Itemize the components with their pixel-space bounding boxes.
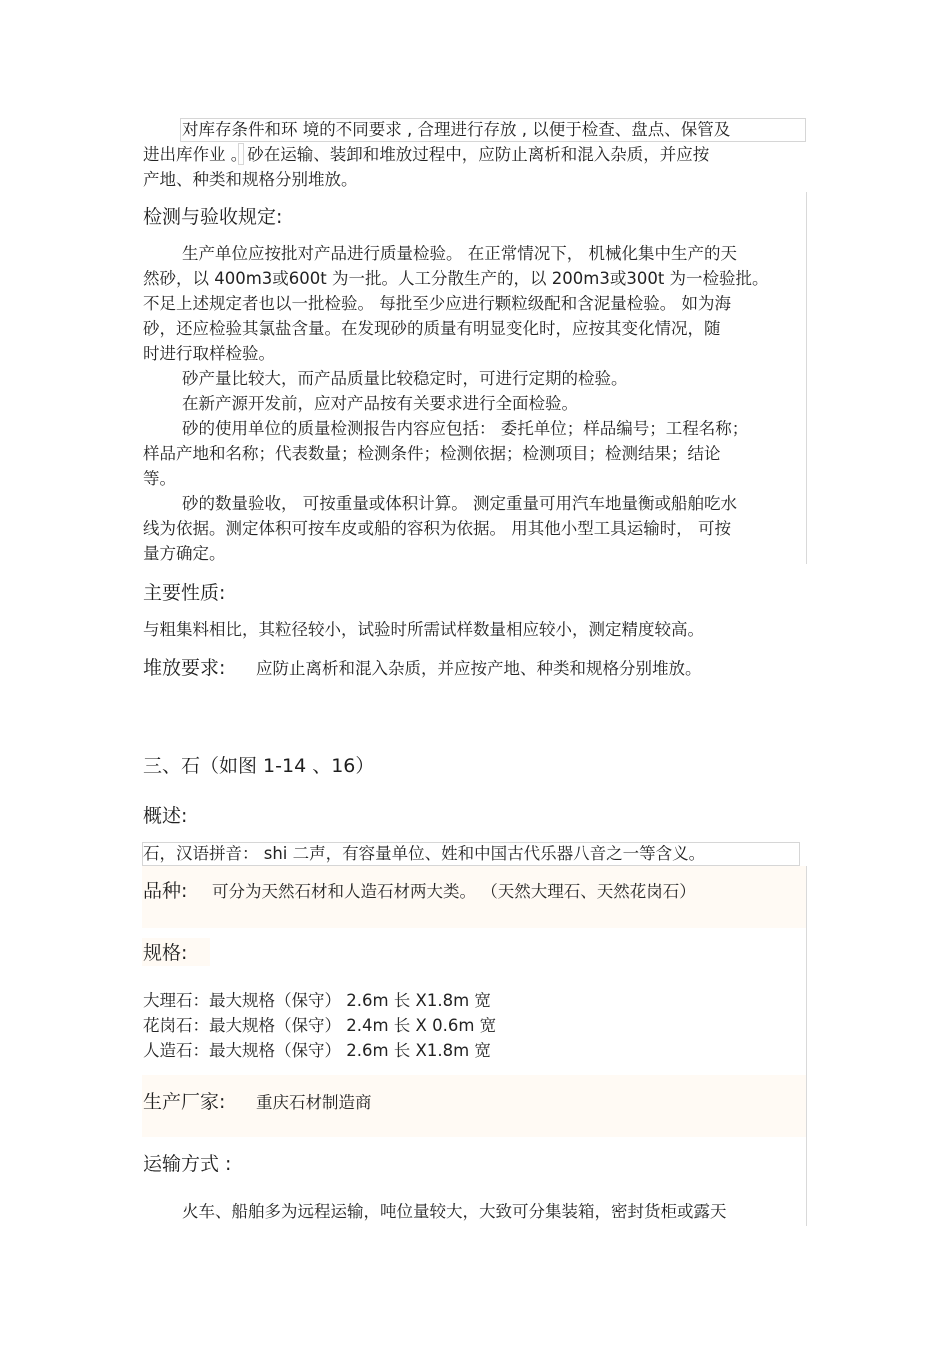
storage-line-3: 产地、种类和规格分别堆放。 <box>143 170 358 189</box>
stacking-label: 堆放要求: <box>143 657 226 679</box>
stacking-text: 应防止离析和混入杂质，并应按产地、种类和规格分别堆放。 <box>256 659 702 678</box>
inspection-p2: 砂产量比较大，而产品质量比较稳定时，可进行定期的检验。 <box>182 369 628 388</box>
storage-line-1: 对库存条件和环 境的不同要求 , 合理进行存放 , 以便于检查、盘点、保管及 <box>182 120 731 139</box>
stone-section-title: 三、石（如图 1-14 、16） <box>143 755 375 777</box>
main-props-text: 与粗集料相比，其粒径较小，试验时所需试样数量相应较小，测定精度较高。 <box>143 620 704 639</box>
main-props-heading: 主要性质: <box>143 582 226 604</box>
inspection-p5-line-2: 线为依据。测定体积可按车皮或船的容积为依据。 用其他小型工具运输时， 可按 <box>143 519 731 538</box>
table-cell-shade <box>142 1075 806 1137</box>
inspection-p1-line-3: 不足上述规定者也以一批检验。 每批至少应进行颗粒级配和含泥量检验。 如为海 <box>143 294 731 313</box>
inspection-p5-line-1: 砂的数量验收， 可按重量或体积计算。 测定重量可用汽车地量衡或船舶吃水 <box>182 494 737 513</box>
inspection-p4-line-1: 砂的使用单位的质量检测报告内容应包括： 委托单位；样品编号；工程名称； <box>182 419 749 438</box>
stone-transport-heading: 运输方式 : <box>143 1153 232 1175</box>
stone-spec-granite: 花岗石：最大规格（保守） 2.4m 长 X 0.6m 宽 <box>143 1016 497 1035</box>
stone-overview-heading: 概述: <box>143 805 188 827</box>
stone-variety-text: 可分为天然石材和人造石材两大类。 （天然大理石、天然花岗石） <box>212 882 696 901</box>
table-right-border <box>806 192 807 564</box>
inspection-p4-line-3: 等。 <box>143 469 176 488</box>
stone-maker-label: 生产厂家: <box>143 1091 226 1113</box>
inspection-heading: 检测与验收规定: <box>143 206 283 228</box>
inspection-p4-line-2: 样品产地和名称；代表数量；检测条件；检测依据；检测项目；检测结果；结论 <box>143 444 721 463</box>
storage-line-2: 进出库作业 。砂在运输、装卸和堆放过程中，应防止离析和混入杂质，并应按 <box>143 145 710 164</box>
stone-spec-heading: 规格: <box>143 942 188 964</box>
inspection-p5-line-3: 量方确定。 <box>143 544 226 563</box>
inspection-p1-line-2: 然砂，以 400m3或600t 为一批。人工分散生产的，以 200m3或300t 为一检验批。 <box>143 269 769 288</box>
stone-overview-text: 石，汉语拼音： shi 二声，有容量单位、姓和中国古代乐器八音之一等含义。 <box>143 844 706 863</box>
stone-spec-artificial: 人造石：最大规格（保守） 2.6m 长 X1.8m 宽 <box>143 1041 491 1060</box>
stone-spec-marble: 大理石：最大规格（保守） 2.6m 长 X1.8m 宽 <box>143 991 491 1010</box>
inspection-p1-line-5: 时进行取样检验。 <box>143 344 275 363</box>
stone-variety-label: 品种: <box>143 880 188 902</box>
inspection-p3: 在新产源开发前，应对产品按有关要求进行全面检验。 <box>182 394 578 413</box>
inspection-p1-line-4: 砂，还应检验其氯盐含量。在发现砂的质量有明显变化时，应按其变化情况，随 <box>143 319 721 338</box>
inspection-p1-line-1: 生产单位应按批对产品进行质量检验。 在正常情况下， 机械化集中生产的天 <box>182 244 737 263</box>
stone-maker-text: 重庆石材制造商 <box>256 1093 372 1112</box>
table-right-border <box>806 866 807 1226</box>
stone-transport-text: 火车、船舶多为远程运输，吨位量较大，大致可分集装箱，密封货柜或露天 <box>182 1202 727 1221</box>
